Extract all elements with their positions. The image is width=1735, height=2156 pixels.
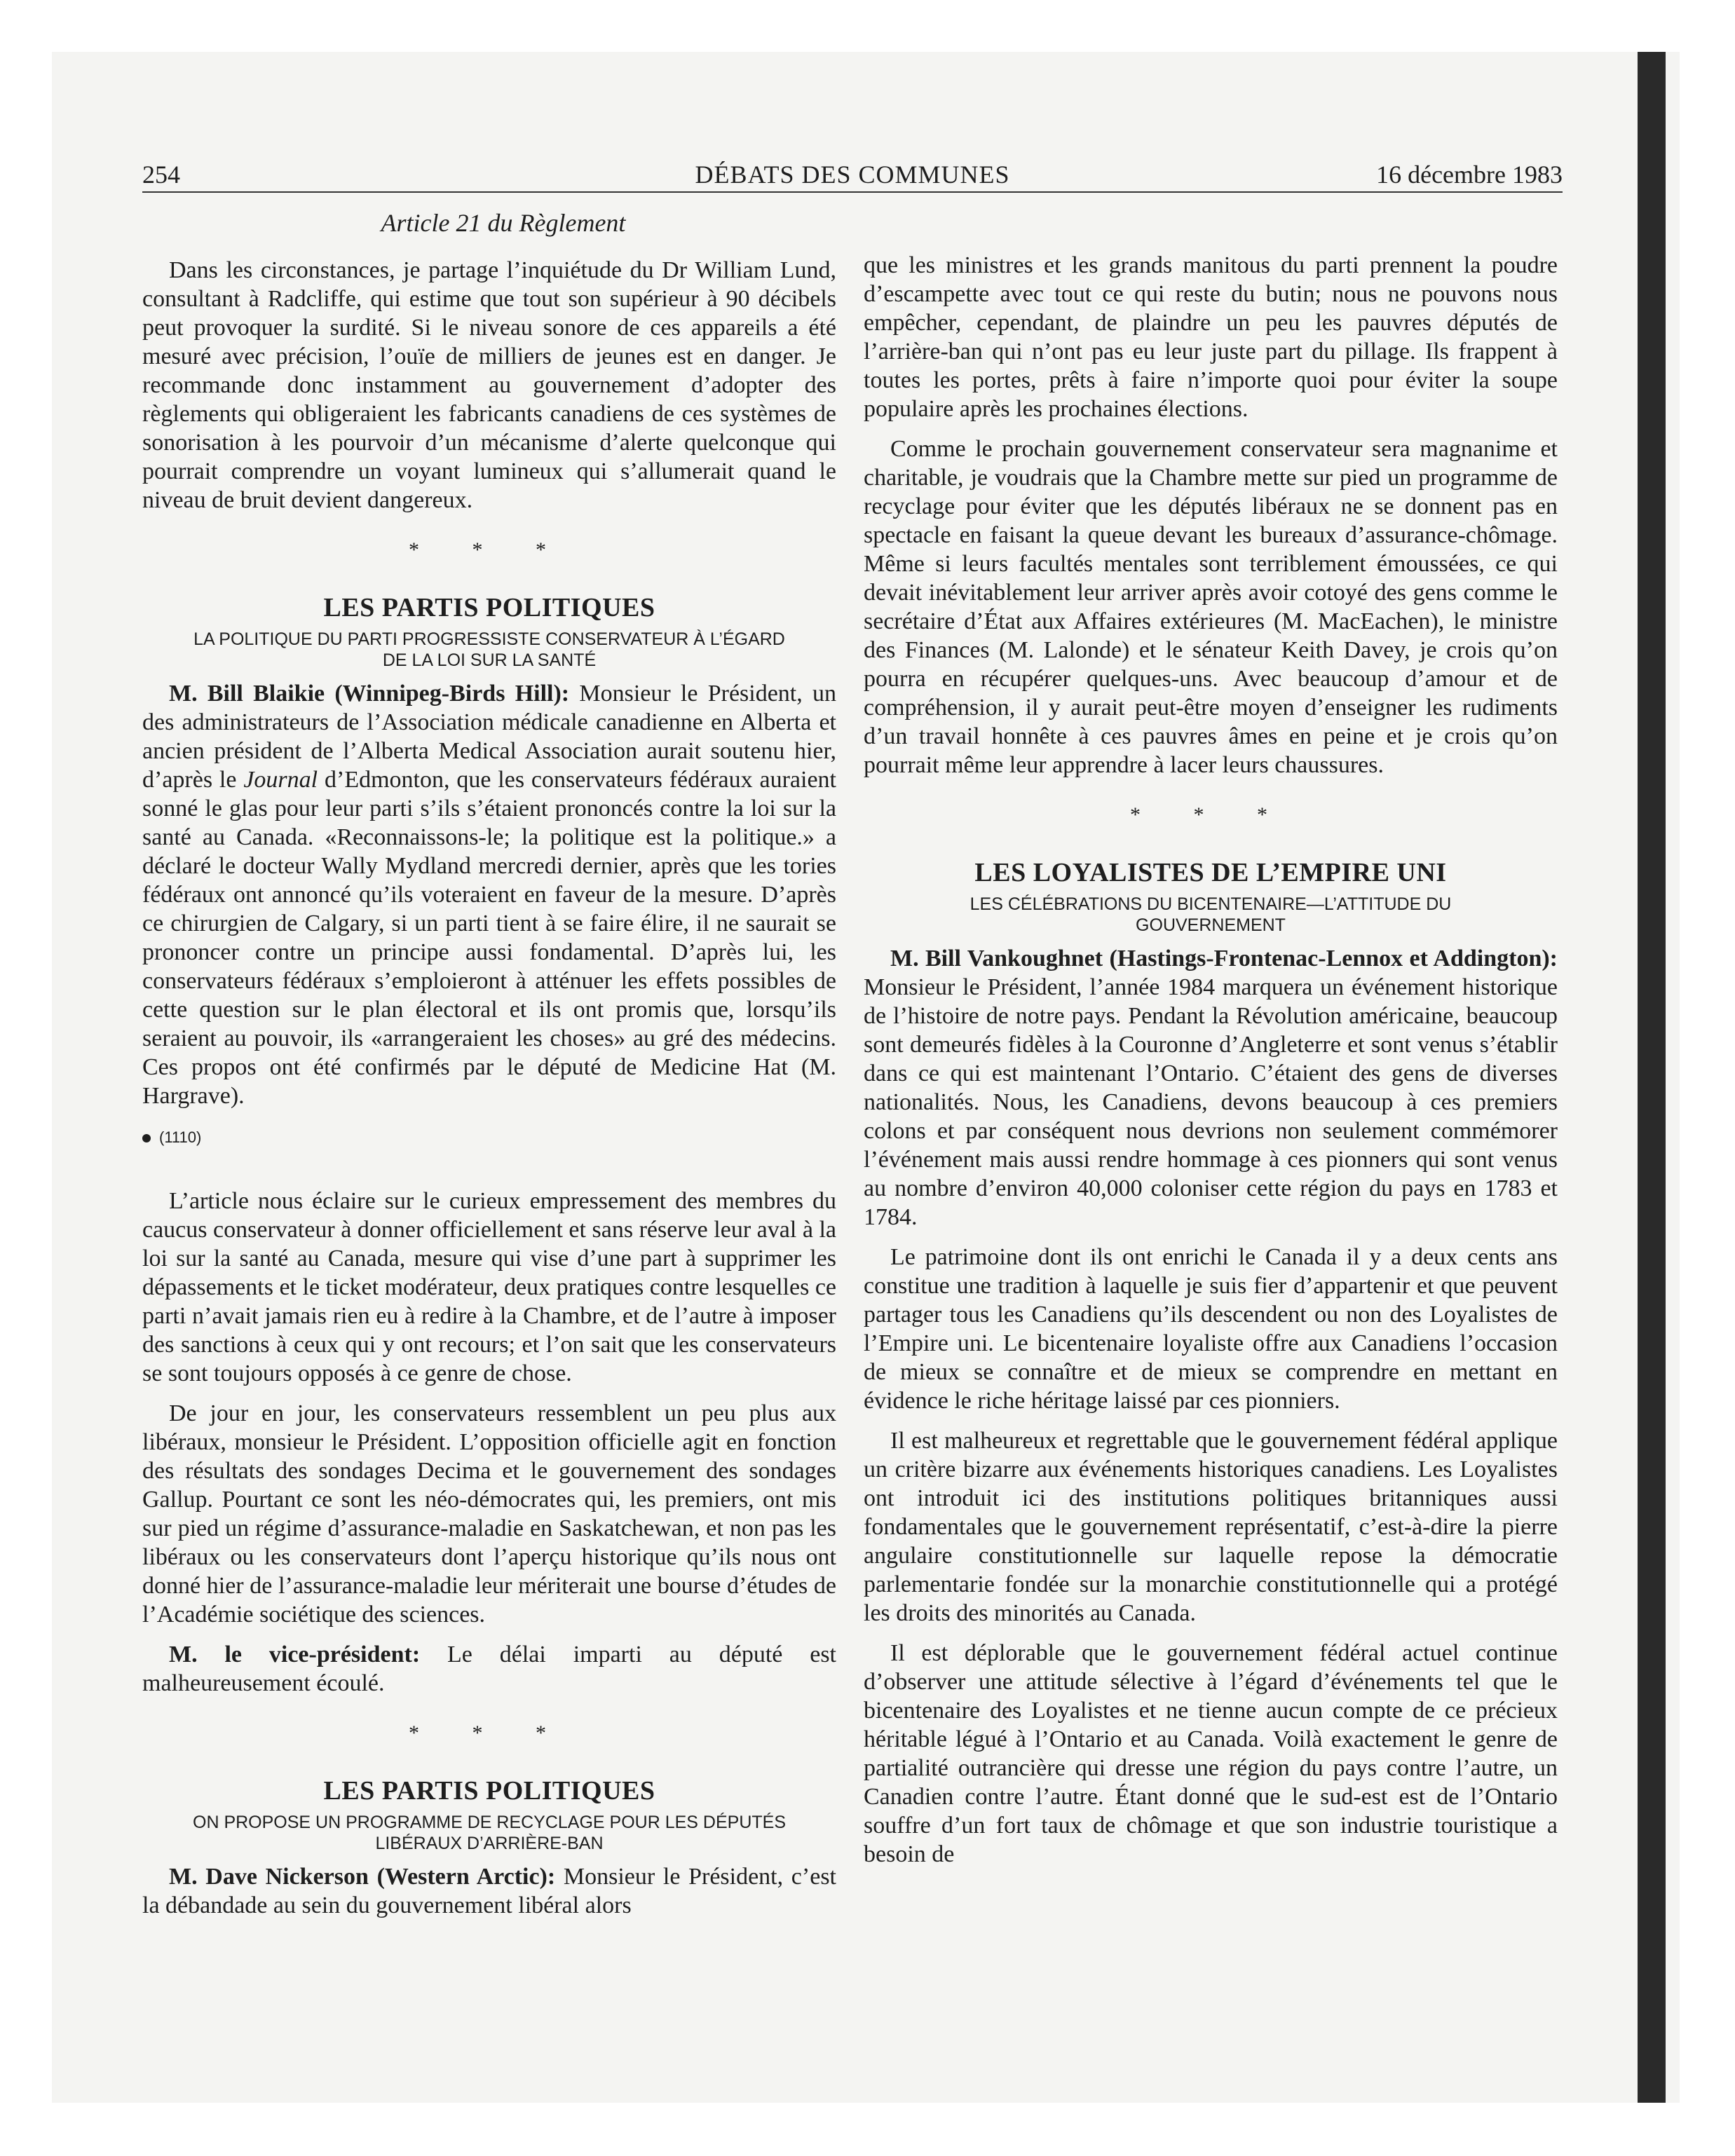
speech-text: Monsieur le Président, un des administrateurs de l’Association médicale canadienne en Alberta et ancien président de l’Alberta Medical Association aurait soutenu hier, d’après le xyxy=(142,681,836,793)
left-column xyxy=(142,209,836,1931)
rubric-heading: LES PARTIS POLITIQUES xyxy=(323,1776,655,1806)
running-header xyxy=(142,158,1563,193)
paragraph: Il est malheureux et regrettable que le gouvernement fédéral applique un critère bizarre aux événements historiques canadiens. Les Loyalistes ont introduit ici des institutions politiques britanniques aussi fondamentales que le gouvernement représentatif, c’est-à-dire la pierre angulaire constitutionnelle sur laquelle repose la démocratie parlementarie fondée sur la monarchie constitutionnelle qui a protégé les droits des minorités au Canada. xyxy=(864,1428,1558,1626)
paragraph: L’article nous éclaire sur le curieux empressement des membres du caucus conservateur à donner officiellement et sans réserve leur aval à la loi sur la santé au Canada, mesure qui vise d’une part à supprimer les dépassements et le ticket modérateur, deux pratiques contre lesquelles ce parti n’avait jamais rien eu à redire à la Chambre, et de l’autre à imposer des sanctions à ceux qui y ont recours; et l’on sait que les conservateurs se sont toujours opposés à ce genre de chose. xyxy=(142,1188,836,1386)
section-separator: * * * xyxy=(1130,803,1291,826)
rubric-heading: LES LOYALISTES DE L’EMPIRE UNI xyxy=(974,858,1447,887)
subrubric-heading: LES CÉLÉBRATIONS DU BICENTENAIRE—L’ATTITUDE DU GOUVERNEMENT xyxy=(969,894,1452,935)
speaker-name: M. le vice-président: xyxy=(169,1642,421,1667)
scan-edge-bar xyxy=(1638,52,1666,2103)
speech-text: Le délai imparti au député est malheureusement écoulé. xyxy=(142,1642,837,1696)
speech-paragraph xyxy=(142,1862,836,1920)
speaker-name: M. Bill Blaikie (Winnipeg-Birds Hill): xyxy=(169,681,570,707)
page-number: 254 xyxy=(142,161,180,189)
paragraph: Le patrimoine dont ils ont enrichi le Canada il y a deux cents ans constitue une tradition à laquelle je suis fier d’appartenir et que peuvent partager tous les Canadiens qu’ils descendent ou non des Loyalistes de l’Empire uni. Le bicentenaire loyaliste offre aux Canadiens l’occasion de mieux se connaître et de mieux se comprendre en mettant en évidence le riche héritage laissé par ces pionniers. xyxy=(864,1244,1558,1414)
speech-text: d’Edmonton, que les conservateurs fédéraux auraient sonné le glas pour leur parti s’ils s’étaient prononcés contre la loi sur la santé au Canada. «Reconnaissons-le; la politique est la politique.» a déclaré le docteur Wally Mydland mercredi dernier, après que les tories fédéraux ont annoncé qu’ils voteraient en faveur de la mesure. D’après ce chirurgien de Calgary, si un parti tient à se faire élire, il ne saurait se prononcer contre un principe aussi fondamental. D’après lui, les conservateurs fédéraux s’emploieront à atténuer les effets possibles de cette question sur le plan électoral et ils ont promis que, lorsqu’ils seraient au pouvoir, ils «arrangeraient les choses» au gré des médecins. Ces propos ont été confirmés par le député de Medicine Hat (M. Hargrave). xyxy=(142,767,836,1109)
paragraph: Dans les circonstances, je partage l’inquiétude du Dr William Lund, consultant à Radcliffe, qui estime que tout son supérieur à 90 décibels peut provoquer la surdité. Si le niveau sonore de ces appareils a été mesuré avec précision, l’ouïe de milliers de jeunes est en danger. Je recommande donc instamment au gouvernement d’adopter des règlements qui obligeraient les fabricants canadiens de ces systèmes de sonorisation à les pourvoir d’un mécanisme d’alerte quelconque qui pourrait comprendre un voyant lumineux qui s’allumerait quand le niveau de bruit devient dangereux. xyxy=(142,257,836,513)
paragraph: que les ministres et les grands manitous du parti prennent la poudre d’escampette avec tout ce qui reste du butin; nous ne pouvons nous empêcher, cependant, de plaindre un peu les pauvres députés de l’arrière-ban qui n’ont pas eu leur juste part du pillage. Ils frappent à toutes les portes, prêts à faire n’importe quoi pour éviter la soupe populaire après les prochaines élections. xyxy=(864,252,1558,422)
publication-title: DÉBATS DES COMMUNES xyxy=(695,161,1010,189)
speaker-name: M. Bill Vankoughnet (Hastings-Frontenac-Lennox et Addington): xyxy=(890,946,1558,971)
speech-text: Monsieur le Président, c’est la débandade au sein du gouvernement libéral alors xyxy=(142,1864,836,1918)
speech-paragraph xyxy=(864,944,1558,1231)
subrubric-heading: LA POLITIQUE DU PARTI PROGRESSISTE CONSERVATEUR À L’ÉGARD DE LA LOI SUR LA SANTÉ xyxy=(193,629,785,670)
speech-text: Monsieur le Président, l’année 1984 marquera un événement historique de l’histoire de notre pays. Pendant la Révolution américaine, beaucoup sont demeurés fidèles à la Couronne d’Angleterre et sont venus s’établir dans ce qui est maintenant l’Ontario. C’étaient des gens de diverses nationalités. Nous, les Canadiens, devons beaucoup à ces premiers colons et par conséquent nous devrions non seulement commémorer l’événement mais aussi rendre hommage à ces pionners qui sont venus au nombre d’environ 40,000 coloniser cette région du pays en 1783 et 1784. xyxy=(864,974,1558,1230)
publication-date: 16 décembre 1983 xyxy=(1376,161,1563,189)
section-separator: * * * xyxy=(409,1721,570,1745)
rubric-heading: LES PARTIS POLITIQUES xyxy=(323,593,655,622)
subrubric-heading: ON PROPOSE UN PROGRAMME DE RECYCLAGE POUR LES DÉPUTÉS LIBÉRAUX D’ARRIÈRE-BAN xyxy=(193,1813,786,1853)
speaker-name: M. Dave Nickerson (Western Arctic): xyxy=(169,1864,556,1890)
time-marker-text: (1110) xyxy=(159,1128,202,1146)
paragraph: Il est déplorable que le gouvernement fédéral actuel continue d’observer une attitude sélective à l’égard d’événements tel que le bicentenaire des Loyalistes et ne tienne aucun compte de ce précieux héritable légué à l’Ontario et au Canada. Voilà exactement le genre de partialité outrancière qui dresse une région du pays contre l’autre, un Canadien contre l’autre. Étant donné que le sud-est est de l’Ontario souffre d’un fort taux de chômage et que son industrie touristique a besoin de xyxy=(864,1640,1558,1867)
right-column xyxy=(864,251,1558,1880)
paragraph: Comme le prochain gouvernement conservateur sera magnanime et charitable, je voudrais que la Chambre mette sur pied un programme de recyclage pour éviter que les députés libéraux ne se donnent pas en spectacle en faisant la queue devant les bureaux d’assurance-chômage. Même si leurs facultés mentales sont terriblement émoussées, ce qui devait inévitablement leur arriver après avoir cotoyé des gens comme le secrétaire d’État aux Affaires extérieures (M. MacEachen), le ministre des Finances (M. Lalonde) et le sénateur Keith Davey, je crois qu’on pourra en récupérer quelques-uns. Avec beaucoup d’amour et de compréhension, il y aurait peut-être moyen d’enseigner les rudiments d’un travail honnête à ces pauvres âmes en peine et je crois qu’on pourrait même leur apprendre à lacer leurs chaussures. xyxy=(864,436,1558,778)
section-separator: * * * xyxy=(409,538,570,561)
bullet-icon xyxy=(142,1134,151,1142)
speech-paragraph xyxy=(142,679,836,1110)
section-label: Article 21 du Règlement xyxy=(381,209,626,237)
paragraph: De jour en jour, les conservateurs ressemblent un peu plus aux libéraux, monsieur le Président. L’opposition officielle agit en fonction des résultats des sondages Decima et le gouvernement des sondages Gallup. Pourtant ce sont les néo-démocrates qui, les premiers, ont mis sur pied un régime d’assurance-maladie en Saskatchewan, et non pas les libéraux ou les conservateurs dont l’aperçu historique qu’ils nous ont donné hier de l’assurance-maladie leur mériterait une bourse d’études de l’Académie sociétique des sciences. xyxy=(142,1400,836,1628)
publication-name: Journal xyxy=(243,767,318,793)
speech-paragraph xyxy=(142,1640,836,1698)
time-marker xyxy=(142,1123,836,1152)
